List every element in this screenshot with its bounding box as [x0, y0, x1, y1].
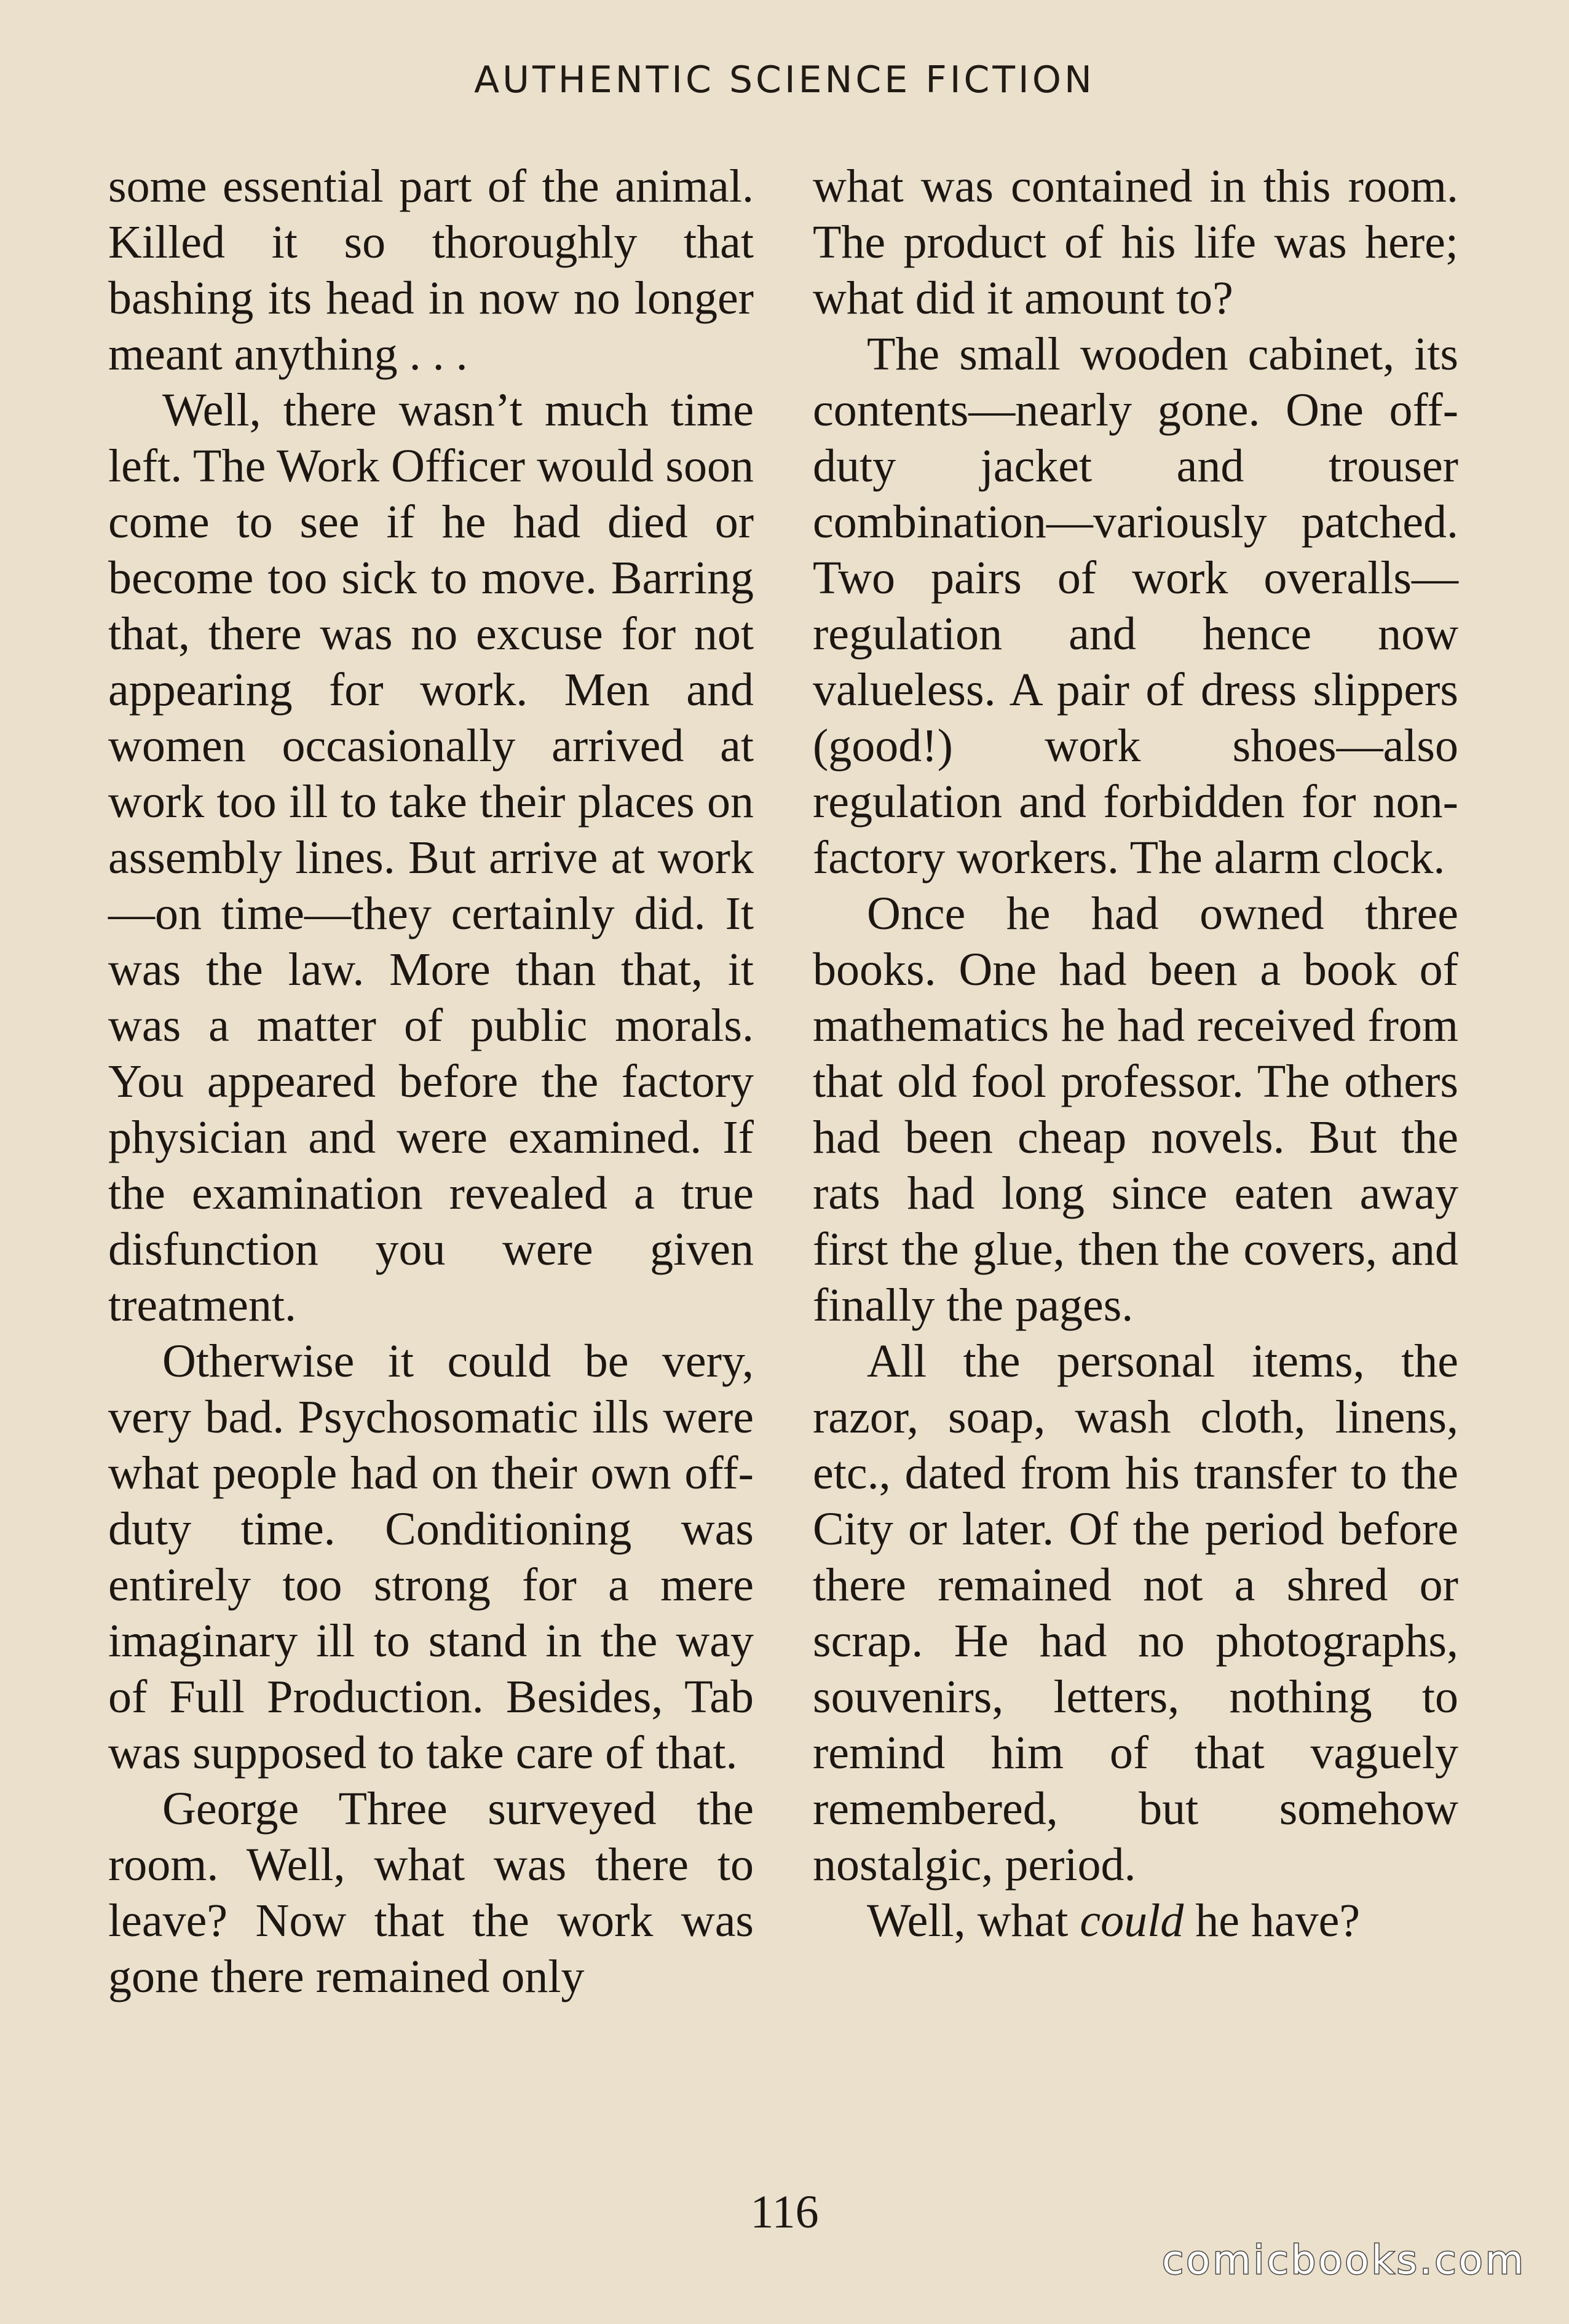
paragraph: Well, there wasn’t much time left. The Work Officer would soon come to see if he had died or become too sick to move. Barring that, there was no excuse for not appearing for work. Men and women occasionally arrived at work too ill to take their places on assembly lines. But arrive at work—on time—they certainly did. It was the law. More than that, it was a matter of public morals. You appeared before the factory physician and were examined. If the examination revealed a true disfunction you were given treatment.	[108, 384, 754, 1331]
paragraph: what was contained in this room. The product of his life was here; what did it amount to?	[813, 160, 1458, 324]
paragraph: The small wooden cabinet, its contents—nearly gone. One off-duty jacket and trouser combination—variously patched. Two pairs of work overalls—regulation and hence now valueless. A pair of dress slippers (good!) work shoes—also regulation and forbidden for non-factory workers. The alarm clock.	[813, 328, 1458, 883]
paragraph: George Three surveyed the room. Well, what was there to leave? Now that the work was gone there remained only	[108, 1783, 754, 2002]
paragraph-last	[813, 1893, 1458, 1949]
right-column	[813, 159, 1458, 1949]
paragraph: some essential part of the animal. Killed it so thoroughly that bashing its head in now no longer meant anything . . .	[108, 160, 754, 380]
left-column	[108, 159, 754, 2005]
page-number: 116	[750, 2186, 819, 2238]
paragraph: Once he had owned three books. One had been a book of mathematics he had received from that old fool professor. The others had been cheap novels. But the rats had long since eaten away first the glue, then the covers, and finally the pages.	[813, 888, 1458, 1331]
running-header: AUTHENTIC SCIENCE FICTION	[474, 58, 1095, 101]
emphasized-word: could	[1080, 1895, 1184, 1947]
paragraph: All the personal items, the razor, soap, wash cloth, linens, etc., dated from his transfer to the City or later. Of the period before there remained not a shred or scrap. He had no photographs, souvenirs, letters, nothing to remind him of that vaguely remembered, but somehow nostalgic, period.	[813, 1335, 1458, 1891]
site-watermark: comicbooks.com	[1161, 2238, 1526, 2283]
text-run: he have?	[1184, 1895, 1361, 1947]
paragraph: Otherwise it could be very, very bad. Psychosomatic ills were what people had on their own off-duty time. Conditioning was entirely too strong for a mere imaginary ill to stand in the way of Full Production. Besides, Tab was supposed to take care of that.	[108, 1335, 754, 1779]
text-run: Well, what	[867, 1895, 1080, 1947]
